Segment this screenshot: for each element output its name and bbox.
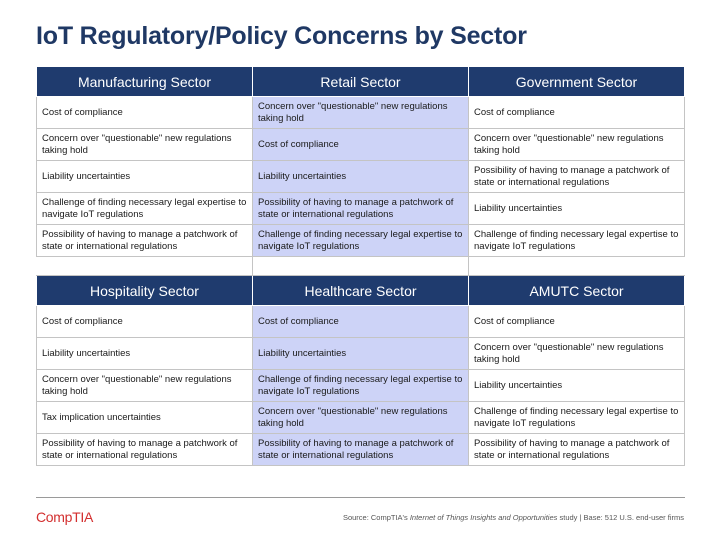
source-prefix: Source: CompTIA's [342, 513, 410, 522]
table-cell: Cost of compliance [37, 97, 253, 129]
table-row [37, 338, 685, 370]
table-row [37, 97, 685, 129]
table-cell: Challenge of finding necessary legal expertise to navigate IoT regulations [253, 225, 469, 257]
source-suffix: study | Base: 512 U.S. end-user firms [557, 513, 684, 522]
table-cell: Concern over "questionable" new regulations taking hold [37, 370, 253, 402]
section-2-header-row [37, 276, 685, 306]
comptia-logo: CompTIA [36, 509, 94, 525]
table-cell: Liability uncertainties [37, 161, 253, 193]
header-government-sector: Government Sector [469, 67, 685, 97]
sector-concerns-table [36, 66, 685, 466]
table-cell: Cost of compliance [37, 306, 253, 338]
table-cell: Concern over "questionable" new regulations taking hold [469, 338, 685, 370]
header-healthcare-sector: Healthcare Sector [253, 276, 469, 306]
table-cell: Possibility of having to manage a patchwork of state or international regulations [253, 193, 469, 225]
table-cell: Challenge of finding necessary legal expertise to navigate IoT regulations [253, 370, 469, 402]
table-row [37, 129, 685, 161]
header-retail-sector: Retail Sector [253, 67, 469, 97]
header-amutc-sector: AMUTC Sector [469, 276, 685, 306]
table-cell: Concern over "questionable" new regulations taking hold [37, 129, 253, 161]
spacer-cell [469, 257, 685, 276]
table-cell: Challenge of finding necessary legal expertise to navigate IoT regulations [37, 193, 253, 225]
table-cell: Possibility of having to manage a patchwork of state or international regulations [469, 434, 685, 466]
section-1-header-row [37, 67, 685, 97]
table-cell: Concern over "questionable" new regulations taking hold [253, 97, 469, 129]
table-cell: Liability uncertainties [469, 370, 685, 402]
table-row [37, 402, 685, 434]
source-note [343, 513, 684, 522]
footer-divider [36, 497, 685, 498]
table-cell: Possibility of having to manage a patchwork of state or international regulations [37, 434, 253, 466]
table-row [37, 193, 685, 225]
section-spacer-row [37, 257, 685, 276]
table-cell: Tax implication uncertainties [37, 402, 253, 434]
header-hospitality-sector: Hospitality Sector [37, 276, 253, 306]
table-cell: Liability uncertainties [469, 193, 685, 225]
header-manufacturing-sector: Manufacturing Sector [37, 67, 253, 97]
table-cell: Cost of compliance [253, 306, 469, 338]
table-row [37, 306, 685, 338]
table-cell: Cost of compliance [469, 97, 685, 129]
spacer-cell [253, 257, 469, 276]
table-cell: Challenge of finding necessary legal expertise to navigate IoT regulations [469, 402, 685, 434]
source-study-name: Internet of Things Insights and Opportunities [409, 513, 558, 522]
page-title: IoT Regulatory/Policy Concerns by Sector [36, 22, 527, 50]
table-row [37, 370, 685, 402]
table-cell: Liability uncertainties [253, 338, 469, 370]
table-cell: Cost of compliance [469, 306, 685, 338]
table-cell: Liability uncertainties [253, 161, 469, 193]
table-cell: Concern over "questionable" new regulations taking hold [253, 402, 469, 434]
table-row [37, 225, 685, 257]
table-cell: Possibility of having to manage a patchwork of state or international regulations [469, 161, 685, 193]
table-cell: Cost of compliance [253, 129, 469, 161]
table-cell: Possibility of having to manage a patchwork of state or international regulations [253, 434, 469, 466]
table-row [37, 434, 685, 466]
table-cell: Possibility of having to manage a patchwork of state or international regulations [37, 225, 253, 257]
table-row [37, 161, 685, 193]
table-cell: Challenge of finding necessary legal expertise to navigate IoT regulations [469, 225, 685, 257]
table-cell: Liability uncertainties [37, 338, 253, 370]
table-cell: Concern over "questionable" new regulations taking hold [469, 129, 685, 161]
spacer-cell [37, 257, 253, 276]
